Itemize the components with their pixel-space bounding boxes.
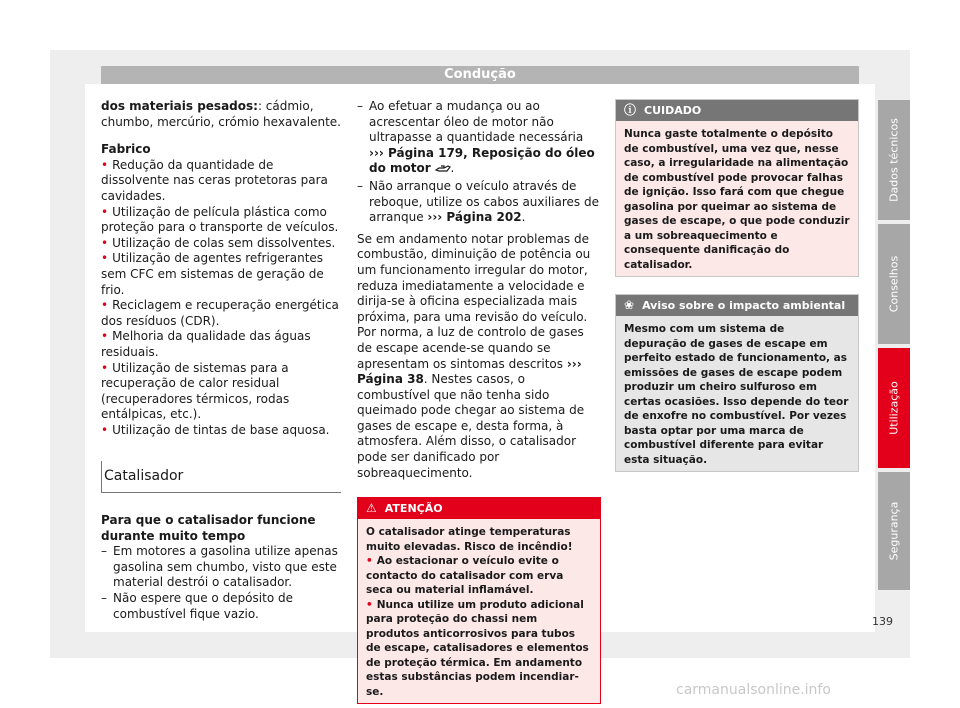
- list-item: • Utilização de colas sem dissolventes.: [101, 235, 336, 250]
- info-circle-icon: ⓘ: [624, 103, 637, 117]
- page-reference-link[interactable]: ››› Página 202: [427, 210, 522, 225]
- fabrico-list: [101, 158, 341, 439]
- bullet-icon: •: [101, 157, 109, 172]
- bullet-icon: •: [101, 329, 109, 344]
- list-item: • Utilização de agentes refrigerantes sem CFC em sistemas de geração de frio.: [101, 251, 324, 297]
- caution-box: [615, 99, 859, 277]
- list-item: • Utilização de tintas de base aquosa.: [101, 422, 330, 437]
- caution-body: Nunca gaste totalmente o depósito de combustível, uma vez que, nesse caso, a irregularidade na alimentação de combustível pode provocar falhas de ignição. Isso fará com que chegue gasolina por queimar ao sistema de gases de escape, o que pode conduzir a um sobreaquecimento e consequente danificação do catalisador.: [624, 128, 850, 271]
- list-item: • Nunca utilize um produto adicional para proteção do chassi nem produtos anticorrosivos para tubos de escape, catalisadores e elementos de proteção térmica. Em andamento estas substâncias podem incendiar-se.: [366, 598, 589, 698]
- bullet-icon: •: [101, 204, 109, 219]
- body-paragraph: Se em andamento notar problemas de combustão, diminuição de potência ou um funcionamento irregular do motor, reduza imediatamente a velocidade e dirija-se à oficina especializada mais próxima, para uma revisão do veículo. Por norma, a luz de controlo de gases de escape acende-se quando se apresentam os sintomas descritos ››› Página 38. Nestes casos, o combustível que não tenha sido queimado pode chegar ao sistema de gases de escape e, desta forma, à atmosfera. Além disso, o catalisador pode ser danificado por sobreaquecimento.: [357, 231, 591, 480]
- list-item: • Utilização de sistemas para a recuperação de calor residual (recuperadores térmicos, rodas entálpicas, etc.).: [101, 360, 290, 422]
- chapter-header: Condução: [101, 66, 859, 84]
- intro-paragraph: [101, 99, 341, 130]
- dash-item: – Em motores a gasolina utilize apenas gasolina sem chumbo, visto que este material destrói o catalisador.: [101, 544, 338, 590]
- environment-header: ❀ Aviso sobre o impacto ambiental: [616, 295, 858, 316]
- warning-box: [357, 497, 601, 704]
- caution-header: ⓘ CUIDADO: [616, 100, 858, 121]
- intro-rest: : cádmio, chumbo, mercúrio, crómio hexavalente.: [101, 99, 341, 129]
- bullet-icon: •: [101, 298, 109, 313]
- page-number: 139: [872, 615, 893, 628]
- bullet-icon: •: [366, 598, 373, 611]
- column-1: [101, 99, 341, 622]
- list-item: • Utilização de película plástica como proteção para o transporte de veículos.: [101, 204, 339, 235]
- fabrico-heading: Fabrico: [101, 142, 151, 157]
- leaf-icon: ❀: [624, 298, 635, 312]
- bullet-icon: •: [101, 235, 109, 250]
- warning-body: [358, 519, 600, 703]
- list-item: • Ao estacionar o veículo evite o contacto do catalisador com erva seca ou material inflamável.: [366, 555, 564, 597]
- bullet-icon: •: [101, 360, 109, 375]
- section-title: Catalisador: [101, 461, 341, 493]
- warning-triangle-icon: ⚠: [366, 501, 377, 516]
- warning-header: ⚠ ATENÇÃO: [358, 498, 600, 519]
- intro-bold: dos materiais pesados:: [101, 99, 258, 113]
- dash-item: – Não arranque o veículo através de reboque, utilize os cabos auxiliares de arranque ››› Página 202.: [357, 178, 599, 225]
- column-3: [615, 99, 859, 472]
- list-item: • Reciclagem e recuperação energética dos resíduos (CDR).: [101, 298, 339, 328]
- list-item: • Melhoria da qualidade das águas residuais.: [101, 329, 311, 359]
- tab-seguranca[interactable]: Segurança: [878, 472, 910, 590]
- environment-box: [615, 294, 859, 472]
- warning-intro: O catalisador atinge temperaturas muito elevadas. Risco de incêndio!: [366, 526, 573, 553]
- tab-dados-tecnicos[interactable]: Dados técnicos: [878, 100, 910, 220]
- page-reference-link[interactable]: ››› Página 38: [357, 356, 582, 387]
- sub-heading: Para que o catalisador funcione durante muito tempo: [101, 513, 316, 543]
- list-item: • Redução da quantidade de dissolvente nas ceras protetoras para cavidades.: [101, 157, 328, 203]
- dash-item: – Não espere que o depósito de combustível fique vazio.: [101, 591, 293, 621]
- bullet-icon: •: [101, 422, 109, 437]
- bullet-icon: •: [366, 555, 373, 568]
- environment-body: Mesmo com um sistema de depuração de gases de escape em perfeito estado de funcionamento, as emissões de gases de escape podem produzir um cheiro sulfuroso em certas ocasiões. Isso depende do teor de enxofre no combustível. Por vezes basta optar por uma marca de combustível diferente para evitar esta situação.: [624, 323, 849, 466]
- engine-oil-icon: [435, 164, 451, 174]
- page-reference-link[interactable]: ››› Página 179, Reposição do óleo do motor: [369, 145, 595, 176]
- column-2: [357, 99, 601, 704]
- watermark: carmanualsonline.info: [676, 682, 831, 698]
- tab-utilizacao[interactable]: Utilização: [878, 348, 910, 468]
- dash-item: – Ao efetuar a mudança ou ao acrescentar óleo de motor não ultrapasse a quantidade necessária ››› Página 179, Reposição do óleo do motor .: [357, 99, 595, 176]
- tab-conselhos[interactable]: Conselhos: [878, 224, 910, 344]
- bullet-icon: •: [101, 251, 109, 266]
